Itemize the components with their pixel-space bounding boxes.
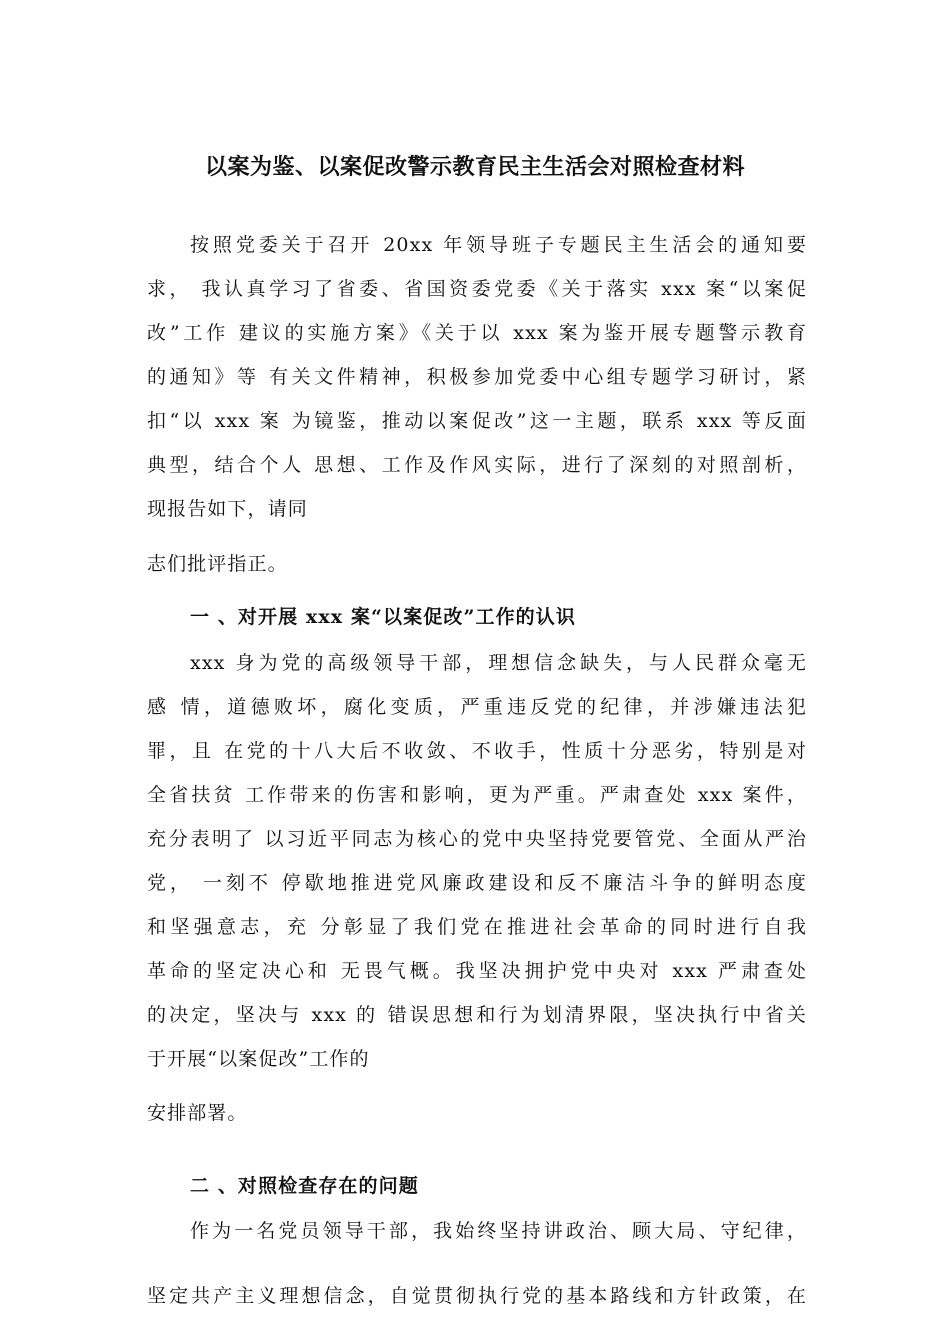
paragraph-line: 按照党委关于召开 20xx 年领导班子专题民主生活会的通知要 (190, 234, 807, 256)
paragraph-line: 和坚强意志，充 分彰显了我们党在推进社会革命的同时进行自我 (147, 916, 807, 938)
paragraph-line: 安排部署。 (147, 1102, 248, 1124)
paragraph-line: 罪，且 在党的十八大后不收敛、不收手，性质十分恶劣，特别是对 (147, 740, 807, 762)
paragraph-line: 坚定共产主义理想信念，自觉贯彻执行党的基本路线和方针政策，在 (147, 1285, 807, 1307)
paragraph-line: xxx 身为党的高级领导干部，理想信念缺失，与人民群众毫无 (190, 652, 807, 674)
paragraph-line: 改”工作 建议的实施方案》《关于以 xxx 案为鉴开展专题警示教育 (147, 322, 807, 344)
paragraph-line: 全省扶贫 工作带来的伤害和影响，更为严重。严肃查处 xxx 案件， (147, 784, 807, 806)
paragraph-line: 作为一名党员领导干部，我始终坚持讲政治、顾大局、守纪律， (190, 1220, 807, 1242)
paragraph-line: 扣“以 xxx 案 为镜鉴，推动以案促改”这一主题，联系 xxx 等反面 (147, 410, 807, 432)
paragraph-line: 现报告如下，请同 (147, 498, 308, 520)
paragraph-line: 求， 我认真学习了省委、省国资委党委《关于落实 xxx 案“以案促 (147, 278, 807, 300)
document-title: 以案为鉴、以案促改警示教育民主生活会对照检查材料 (204, 154, 745, 180)
section-heading-1: 一 、对开展 xxx 案“以案促改”工作的认识 (190, 606, 576, 628)
paragraph-line: 革命的坚定决心和 无畏气概。我坚决拥护党中央对 xxx 严肃查处 (147, 960, 807, 982)
paragraph-line: 志们批评指正。 (147, 553, 288, 575)
section-heading-2: 二 、对照检查存在的问题 (190, 1175, 419, 1197)
paragraph-line: 的通知》等 有关文件精神，积极参加党委中心组专题学习研讨，紧 (147, 366, 807, 388)
paragraph-line: 党， 一刻不 停歇地推进党风廉政建设和反不廉洁斗争的鲜明态度 (147, 872, 807, 894)
paragraph-line: 充分表明了 以习近平同志为核心的党中央坚持党要管党、全面从严治 (147, 828, 807, 850)
paragraph-line: 于开展“以案促改”工作的 (147, 1048, 370, 1070)
paragraph-line: 典型，结合个人 思想、工作及作风实际，进行了深刻的对照剖析， (147, 454, 807, 476)
paragraph-line: 感 情，道德败坏，腐化变质，严重违反党的纪律，并涉嫌违法犯 (147, 696, 807, 718)
paragraph-line: 的决定，坚决与 xxx 的 错误思想和行为划清界限，坚决执行中省关 (147, 1004, 807, 1026)
